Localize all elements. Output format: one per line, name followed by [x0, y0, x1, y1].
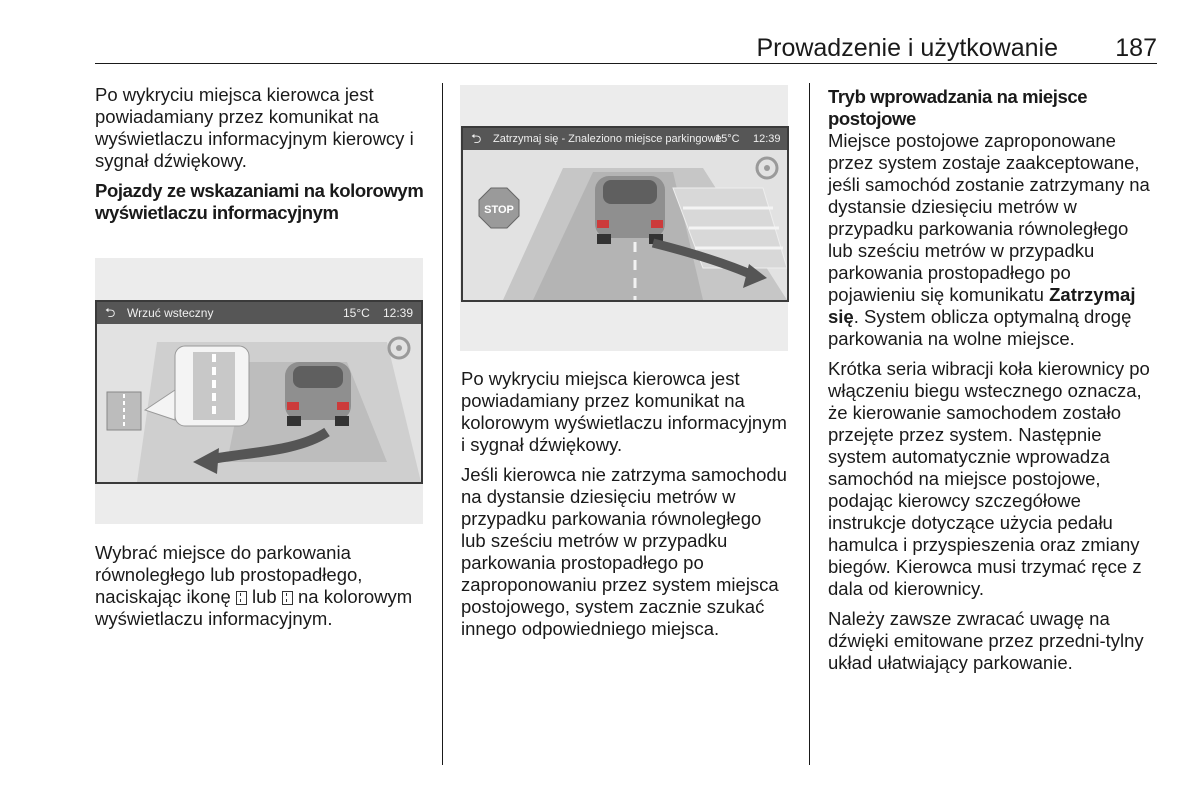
col3-heading: Tryb wprowadzania na miejsce postojowe	[828, 86, 1088, 129]
figure-2-status-bar	[463, 128, 787, 150]
col1-paragraph-2: Wybrać miejsce do parkowania równoległego lub prostopadłego, naciskając ikonę lub na kolorowym wyświetlaczu informacyjnym.	[95, 542, 413, 629]
col3-paragraph-2: Krótka seria wibracji koła kierownicy po włączeniu biegu wstecznego oznacza, że kierowanie samochodem zostało przejęte przez system. Następnie system automatycznie wprowadza samochód na miejsce postojowe, podając kierowcy szczegółowe instrukcje dotyczące użycia pedału hamulca i przyspieszenia oraz zmiany biegów. Kierowca musi trzymać ręce z dala od kierownicy.	[828, 358, 1150, 599]
col1-paragraph-1: Po wykryciu miejsca kierowca jest powiadamiany przez komunikat na wyświetlaczu informacyjnym kierowcy i sygnał dźwiękowy.	[95, 84, 414, 171]
figure-1-temperature: 15°C	[343, 306, 370, 320]
col3-paragraph-3: Należy zawsze zwracać uwagę na dźwięki emitowane przez przedni-tylny układ ułatwiający parkowanie.	[828, 608, 1144, 673]
page-header-title: Prowadzenie i użytkowanie	[756, 34, 1058, 62]
perpendicular-parking-icon	[282, 591, 293, 605]
col3-paragraph-1: Miejsce postojowe zaproponowane przez system zostaje zaakceptowane, jeśli samochód zostanie zatrzymany na dystansie dziesięciu metrów w przypadku parkowania równoległego lub sześciu metrów w przypadku parkowania prostopadłego po pojawieniu się komunikatu Zatrzymaj się. System oblicza optymalną drogę parkowania na wolne miejsce.	[828, 130, 1150, 349]
col2-paragraph-1: Po wykryciu miejsca kierowca jest powiadamiany przez komunikat na kolorowym wyświetlaczu informacyjnym i sygnał dźwiękowy.	[461, 368, 787, 455]
column-1-bottom	[95, 542, 425, 638]
figure-2-illustration	[463, 128, 787, 300]
figure-2-screen	[461, 126, 789, 302]
column-divider-right	[809, 83, 810, 765]
parallel-parking-icon	[236, 591, 247, 605]
back-arrow-icon: ⮌	[105, 305, 116, 320]
header-rule	[95, 63, 1157, 64]
page-number: 187	[1115, 34, 1157, 62]
column-1	[95, 84, 425, 228]
col1-heading: Pojazdy ze wskazaniami na kolorowym wyświetlaczu informacyjnym	[95, 180, 424, 223]
figure-1-time: 12:39	[383, 306, 414, 320]
figure-1-illustration	[97, 302, 421, 482]
figure-1-screen	[95, 300, 423, 484]
col2-paragraph-2: Jeśli kierowca nie zatrzyma samochodu na dystansie dziesięciu metrów w przypadku parkowania równoległego lub sześciu metrów w przypadku parkowania prostopadłego po zaproponowaniu przez system miejsca postojowego, system zacznie szukać innego odpowiedniego miejsca.	[461, 464, 787, 639]
figure-1-status-bar	[97, 302, 421, 324]
stop-sign-label: STOP	[484, 204, 514, 216]
column-divider-left	[442, 83, 443, 765]
back-arrow-icon: ⮌	[471, 131, 482, 146]
figure-2-temperature: 15°C	[715, 133, 740, 145]
figure-2-time: 12:39	[753, 133, 781, 145]
column-3	[828, 86, 1158, 682]
figure-1-screen-title: Wrzuć wsteczny	[127, 306, 214, 320]
column-2	[461, 368, 791, 648]
figure-2-screen-title: Zatrzymaj się - Znaleziono miejsce parkingowe	[493, 133, 722, 145]
